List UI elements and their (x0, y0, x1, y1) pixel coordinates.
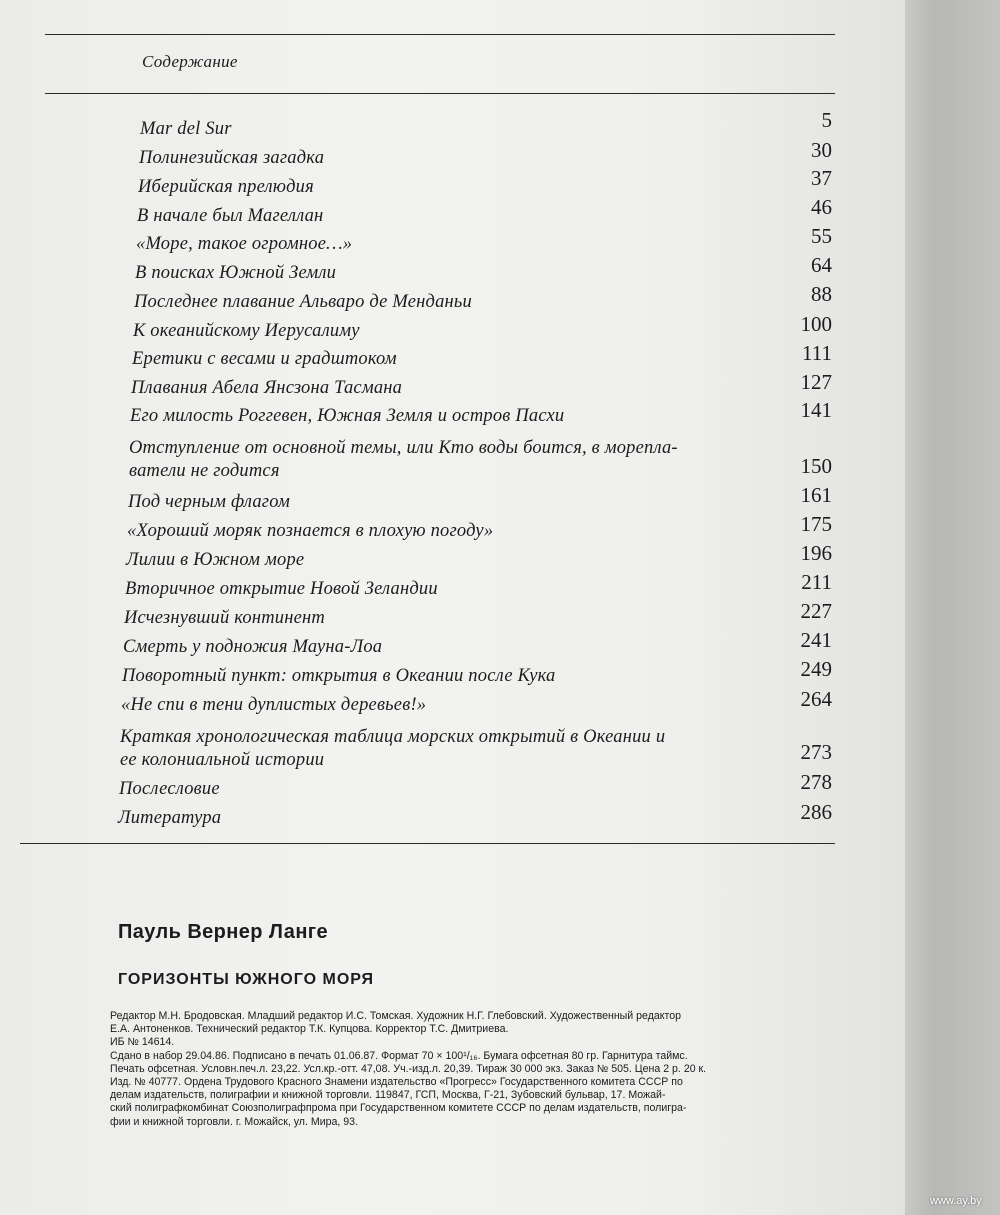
entry-title: Смерть у подножия Мауна-Лоа (123, 637, 383, 657)
entry-page-number: 150 (800, 454, 832, 478)
contents-heading: Содержание (142, 52, 238, 71)
entry-title: К океанийскому Иерусалиму (133, 321, 360, 341)
entry-title: «Не спи в тени дуплистых деревьев!» (121, 695, 427, 715)
entry-page-number: 141 (800, 398, 832, 422)
entry-page-number: 64 (811, 253, 832, 277)
entry-page-number: 55 (811, 224, 832, 248)
entry-title: Иберийская прелюдия (138, 177, 314, 197)
imprint-line: ский полиграфкомбинат Союзполиграфпрома при Государственном комитете СССР по делам издательств, полигра- (110, 1102, 687, 1115)
entry-page-number: 278 (800, 770, 832, 794)
author-name: Пауль Вернер Ланге (118, 921, 329, 943)
imprint-line: ИБ № 14614. (110, 1036, 175, 1049)
entry-page-number: 196 (800, 541, 832, 565)
imprint-line: Е.А. Антоненков. Технический редактор Т.К. Купцова. Корректор Т.С. Дмитриева. (110, 1023, 509, 1036)
watermark-text: www.ay.by (930, 1195, 982, 1207)
entry-page-number: 37 (811, 166, 832, 190)
entry-title: Последнее плавание Альваро де Менданьи (134, 292, 472, 312)
entry-title: Вторичное открытие Новой Зеландии (125, 579, 438, 599)
imprint-line: фии и книжной торговли. г. Можайск, ул. Мира, 93. (110, 1115, 359, 1128)
entry-title: Литература (118, 808, 222, 828)
entry-title: Его милость Роггевен, Южная Земля и остров Пасхи (130, 406, 565, 426)
entry-page-number: 111 (802, 341, 832, 365)
entry-title: Лилии в Южном море (126, 550, 305, 570)
page-gutter (905, 0, 1000, 1215)
entry-page-number: 161 (800, 483, 832, 507)
entry-title: Еретики с весами и градштоком (132, 349, 397, 369)
entry-page-number: 273 (800, 740, 832, 764)
entry-page-number: 30 (811, 138, 832, 162)
entry-page-number: 5 (821, 108, 832, 132)
entry-page-number: 286 (800, 800, 832, 824)
entry-title: Послесловие (119, 779, 220, 799)
imprint-line: Сдано в набор 29.04.86. Подписано в печать 01.06.87. Формат 70 × 100¹/₁₆. Бумага офсетная 80 гр. Гарнитура таймс. (110, 1049, 688, 1062)
entry-page-number: 264 (800, 687, 832, 711)
entry-title: Под черным флагом (128, 492, 290, 512)
entry-title: «Хороший моряк познается в плохую погоду» (127, 521, 494, 541)
entry-title: В поисках Южной Земли (135, 263, 337, 283)
entry-page-number: 227 (800, 599, 832, 623)
entry-title: «Море, такое огромное…» (136, 234, 353, 254)
entry-page-number: 175 (800, 512, 832, 536)
entry-page-number: 88 (811, 282, 832, 306)
entry-page-number: 100 (800, 312, 832, 336)
bottom-rule (20, 843, 835, 844)
imprint-block (110, 1010, 830, 1129)
imprint-line: делам издательств, полиграфии и книжной торговли. 119847, ГСП, Москва, Г-21, Зубовский бульвар, 17. Можай- (110, 1089, 666, 1102)
imprint-line: Изд. № 40777. Ордена Трудового Красного Знамени издательство «Прогресс» Государственного комитета СССР по (110, 1076, 683, 1089)
entry-title: Отступление от основной темы, или Кто воды боится, в морепла- ватели не годится (129, 438, 678, 481)
entry-page-number: 211 (801, 570, 832, 594)
entry-title: Полинезийская загадка (139, 148, 325, 168)
entry-page-number: 46 (811, 195, 832, 219)
imprint-line: Печать офсетная. Условн.печ.л. 23,22. Усл.кр.-отт. 47,08. Уч.-изд.л. 20,39. Тираж 30 000 экз. Заказ № 505. Цена 2 р. 20 к. (110, 1062, 707, 1075)
entry-title: Mar del Sur (140, 119, 232, 139)
entry-page-number: 249 (800, 657, 832, 681)
entry-title: Поворотный пункт: открытия в Океании после Кука (122, 666, 556, 686)
entry-title: Плавания Абела Янсзона Тасмана (131, 378, 403, 398)
imprint-line: Редактор М.Н. Бродовская. Младший редактор И.С. Томская. Художник Н.Г. Глебовский. Художественный редактор (110, 1010, 682, 1022)
entry-title: В начале был Магеллан (137, 206, 324, 226)
entry-page-number: 127 (800, 370, 832, 394)
book-title: ГОРИЗОНТЫ ЮЖНОГО МОРЯ (118, 971, 375, 988)
entry-page-number: 241 (800, 628, 832, 652)
entry-title: Исчезнувший континент (124, 608, 325, 628)
entry-title: Краткая хронологическая таблица морских открытий в Океании и ее колониальной истории (120, 727, 666, 770)
